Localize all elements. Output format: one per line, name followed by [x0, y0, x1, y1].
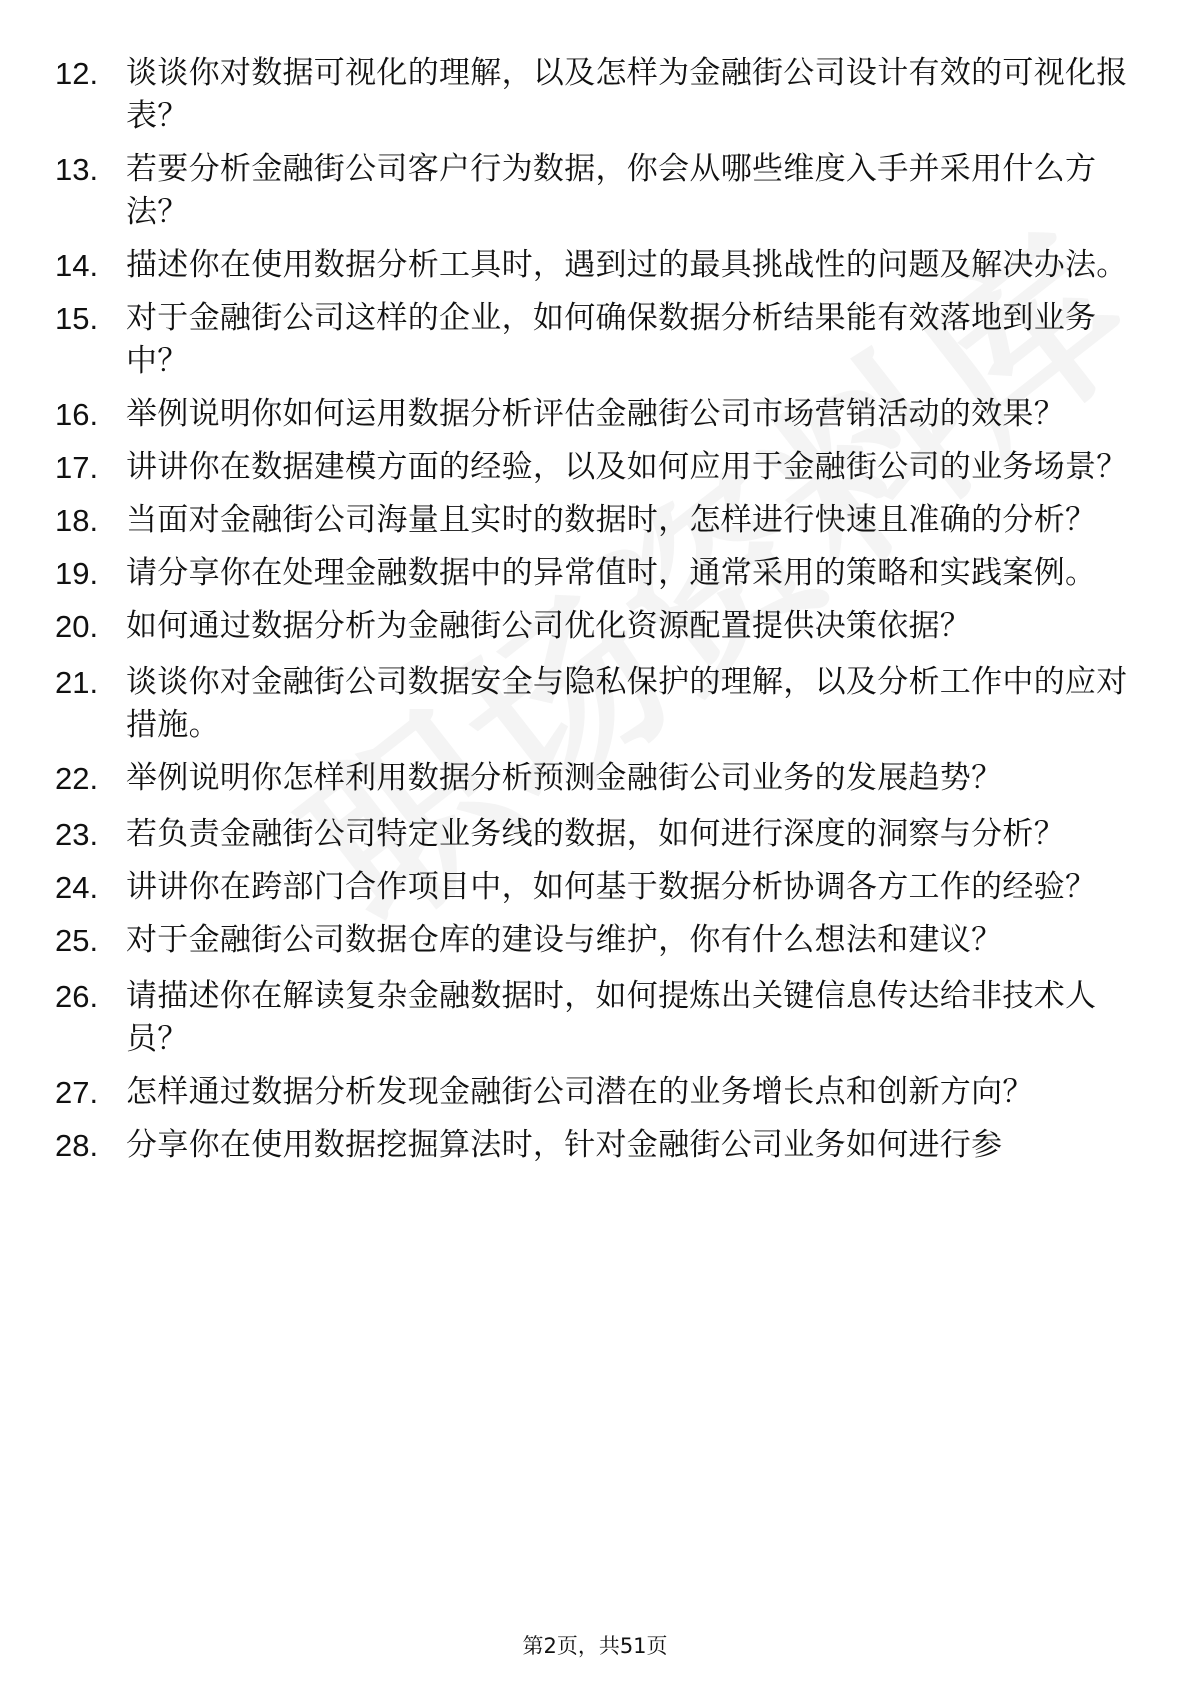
question-number: 23. [55, 817, 99, 852]
question-item [55, 52, 1135, 138]
question-number: 16. [55, 397, 99, 432]
question-number: 19. [55, 556, 99, 591]
page-footer: 第2页，共51页 [522, 1634, 668, 1658]
question-number: 21. [55, 665, 99, 700]
question-number: 18. [55, 503, 99, 538]
question-item [55, 393, 1135, 436]
question-item [55, 297, 1135, 383]
question-number: 25. [55, 923, 99, 958]
question-number: 12. [55, 56, 99, 91]
question-item [55, 499, 1135, 542]
question-item [55, 661, 1135, 747]
question-list [55, 52, 1135, 1177]
question-item [55, 1071, 1135, 1114]
question-text: 若负责金融街公司特定业务线的数据，如何进行深度的洞察与分析？ [126, 816, 1065, 852]
question-item [55, 919, 1135, 962]
question-text: 对于金融街公司数据仓库的建设与维护，你有什么想法和建议？ [126, 922, 1003, 958]
question-text: 讲讲你在数据建模方面的经验，以及如何应用于金融街公司的业务场景？ [126, 449, 1128, 485]
question-text: 谈谈你对数据可视化的理解，以及怎样为金融街公司设计有效的可视化报表？ [126, 55, 1128, 134]
question-item [55, 605, 1135, 648]
question-number: 26. [55, 979, 99, 1014]
question-number: 17. [55, 450, 99, 485]
question-number: 15. [55, 301, 99, 336]
question-item [55, 1124, 1135, 1167]
question-item [55, 866, 1135, 909]
question-text: 请分享你在处理金融数据中的异常值时，通常采用的策略和实践案例。 [126, 555, 1097, 591]
question-text: 怎样通过数据分析发现金融街公司潜在的业务增长点和创新方向？ [126, 1074, 1034, 1110]
question-item [55, 813, 1135, 856]
question-text: 若要分析金融街公司客户行为数据，你会从哪些维度入手并采用什么方法？ [126, 151, 1097, 230]
question-text: 描述你在使用数据分析工具时，遇到过的最具挑战性的问题及解决办法。 [126, 247, 1128, 283]
question-item [55, 244, 1135, 287]
question-item [55, 975, 1135, 1061]
question-text: 讲讲你在跨部门合作项目中，如何基于数据分析协调各方工作的经验？ [126, 869, 1097, 905]
question-number: 13. [55, 152, 99, 187]
question-item [55, 552, 1135, 595]
question-text: 分享你在使用数据挖掘算法时，针对金融街公司业务如何进行参 [126, 1127, 1003, 1163]
question-item [55, 757, 1135, 800]
question-number: 22. [55, 761, 99, 796]
question-text: 当面对金融街公司海量且实时的数据时，怎样进行快速且准确的分析？ [126, 502, 1097, 538]
question-number: 14. [55, 248, 99, 283]
question-text: 对于金融街公司这样的企业，如何确保数据分析结果能有效落地到业务中？ [126, 300, 1097, 379]
question-text: 举例说明你怎样利用数据分析预测金融街公司业务的发展趋势？ [126, 760, 1003, 796]
question-item [55, 446, 1135, 489]
question-number: 28. [55, 1128, 99, 1163]
question-number: 27. [55, 1075, 99, 1110]
question-text: 如何通过数据分析为金融街公司优化资源配置提供决策依据？ [126, 608, 972, 644]
question-number: 20. [55, 609, 99, 644]
question-item [55, 148, 1135, 234]
question-text: 谈谈你对金融街公司数据安全与隐私保护的理解，以及分析工作中的应对措施。 [126, 664, 1128, 743]
question-text: 举例说明你如何运用数据分析评估金融街公司市场营销活动的效果？ [126, 396, 1065, 432]
question-number: 24. [55, 870, 99, 905]
question-text: 请描述你在解读复杂金融数据时，如何提炼出关键信息传达给非技术人员？ [126, 978, 1097, 1057]
